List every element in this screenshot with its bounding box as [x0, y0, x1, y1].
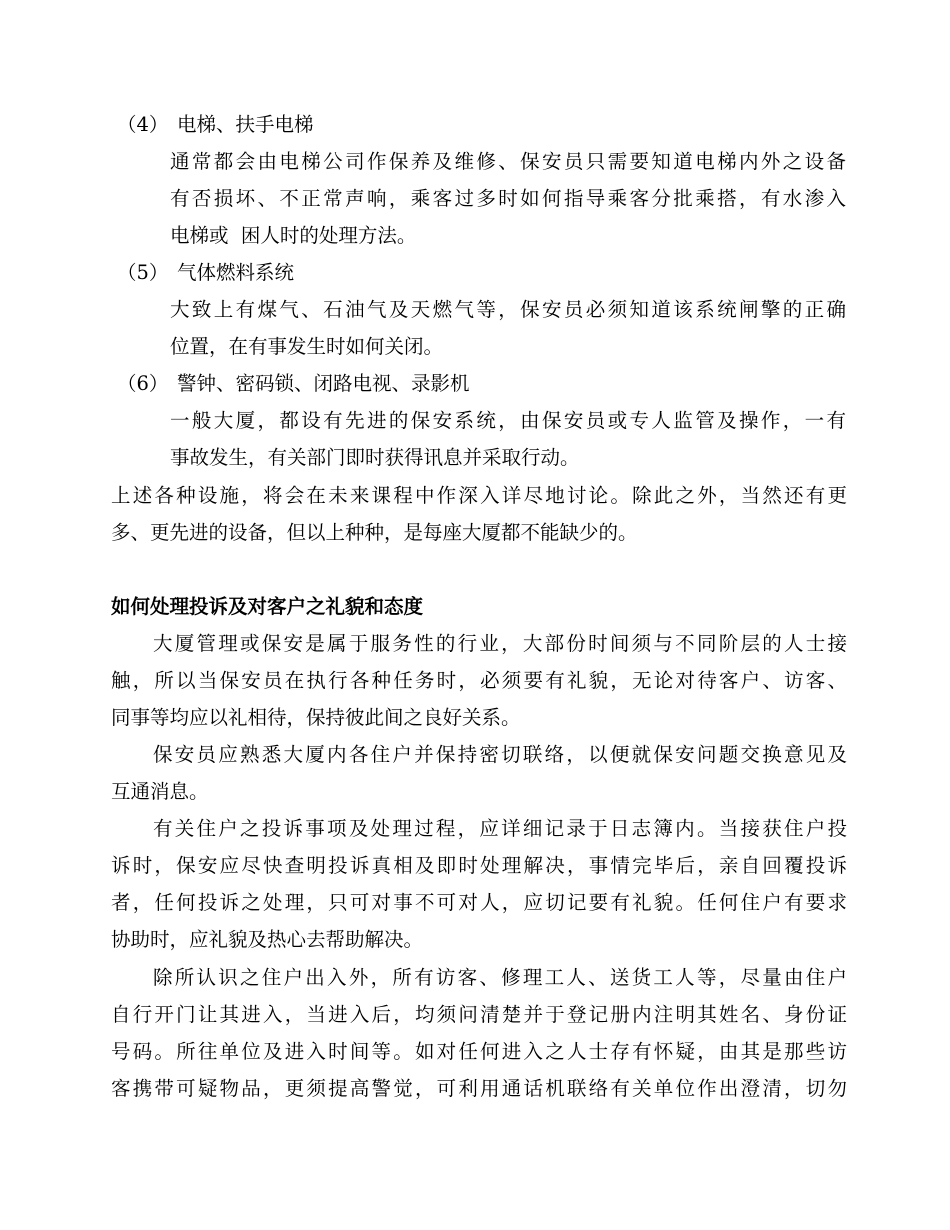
paragraph-line: 诉时，保安应尽快查明投诉真相及即时处理解决，事情完毕后，亲自回覆投诉	[111, 854, 847, 877]
paragraph-line: 互通消息。	[111, 780, 209, 803]
list-item-text-line: 事故发生，有关部门即时获得讯息并采取行动。	[170, 446, 580, 469]
paragraph-line: 有关住户之投诉事项及处理过程，应详细记录于日志簿内。当接获住户投	[153, 817, 847, 840]
list-item-text-line: 一般大厦，都设有先进的保安系统，由保安员或专人监管及操作，一有	[170, 409, 846, 432]
list-item-text-line: 电梯或 困人时的处理方法。	[170, 224, 417, 247]
paragraph-line: 除所认识之住户出入外，所有访客、修理工人、送货工人等，尽量由住户	[153, 966, 847, 989]
summary-line: 上述各种设施，将会在未来课程中作深入详尽地讨论。除此之外，当然还有更	[111, 484, 847, 507]
paragraph-line: 触，所以当保安员在执行各种任务时，必须要有礼貌，无论对待客户、访客、	[111, 669, 847, 692]
list-item-text-line: 有否损坏、不正常声响，乘客过多时如何指导乘客分批乘搭，有水渗入	[170, 187, 846, 210]
paragraph-line: 客携带可疑物品，更须提高警觉，可利用通话机联络有关单位作出澄清，切勿	[111, 1077, 847, 1100]
list-item-number: （4）	[117, 113, 169, 136]
list-item-number: （6）	[117, 372, 169, 395]
paragraph-line: 号码。所往单位及进入时间等。如对任何进入之人士存有怀疑，由其是那些访	[111, 1040, 847, 1063]
paragraph-line: 保安员应熟悉大厦内各住户并保持密切联络，以便就保安问题交换意见及	[153, 743, 847, 766]
list-item-text-line: 通常都会由电梯公司作保养及维修、保安员只需要知道电梯内外之设备	[170, 150, 846, 173]
paragraph-line: 自行开门让其进入，当进入后，均须问清楚并于登记册内注明其姓名、身份证	[111, 1003, 847, 1026]
section-heading: 如何处理投诉及对客户之礼貌和态度	[111, 595, 424, 618]
paragraph-line: 同事等均应以礼相待，保持彼此间之良好关系。	[111, 706, 521, 729]
paragraph-line: 大厦管理或保安是属于服务性的行业，大部份时间须与不同阶层的人士接	[153, 632, 847, 655]
list-item-heading: 电梯、扶手电梯	[177, 113, 314, 136]
paragraph-line: 协助时，应礼貌及热心去帮助解决。	[111, 928, 424, 951]
list-item-heading: 气体燃料系统	[177, 261, 295, 284]
list-item-heading: 警钟、密码锁、闭路电视、录影机	[177, 372, 470, 395]
summary-line: 多、更先进的设备，但以上种种，是每座大厦都不能缺少的。	[111, 521, 638, 544]
list-item-text-line: 位置，在有事发生时如何关闭。	[170, 335, 444, 358]
list-item-text-line: 大致上有煤气、石油气及天燃气等，保安员必须知道该系统闸擎的正确	[170, 298, 846, 321]
list-item-number: （5）	[117, 261, 169, 284]
paragraph-line: 者，任何投诉之处理，只可对事不可对人，应切记要有礼貌。任何住户有要求	[111, 891, 847, 914]
